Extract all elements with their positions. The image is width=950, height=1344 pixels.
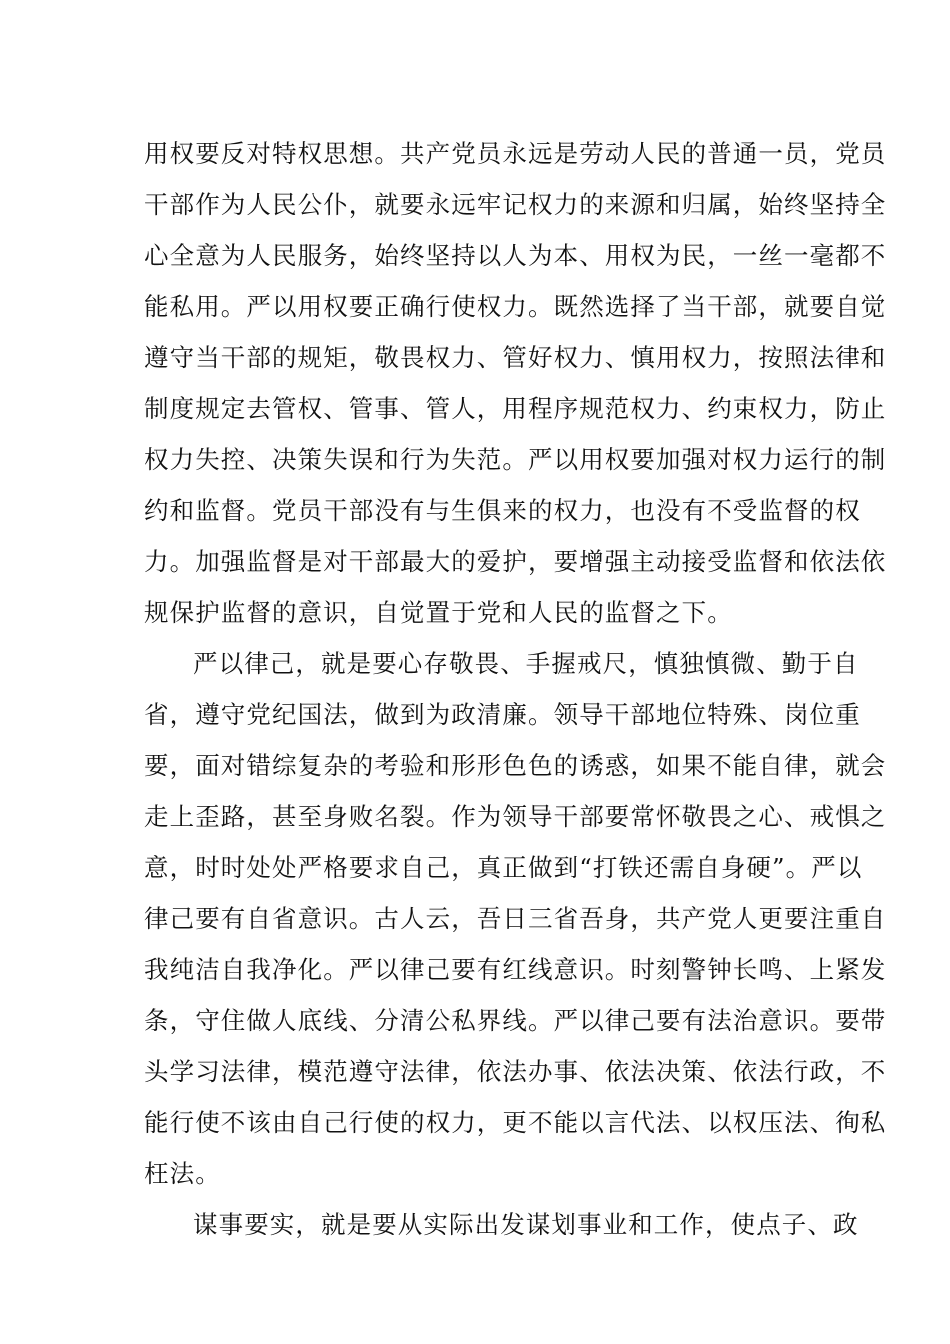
text-line-8: 约和监督。党员干部没有与生俱来的权力，也没有不受监督的权 bbox=[144, 496, 861, 525]
text-line-15: 意，时时处处严格要求自己，真正做到“打铁还需自身硬”。严以 bbox=[144, 853, 863, 882]
text-line-22: 谋事要实，就是要从实际出发谋划事业和工作，使点子、政 bbox=[193, 1210, 859, 1239]
text-line-2: 干部作为人民公仆，就要永远牢记权力的来源和归属，始终坚持全 bbox=[144, 190, 887, 219]
text-line-10: 规保护监督的意识，自觉置于党和人民的监督之下。 bbox=[144, 598, 733, 627]
text-line-16: 律己要有自省意识。古人云，吾日三省吾身，共产党人更要注重自 bbox=[144, 904, 887, 933]
text-line-7: 权力失控、决策失误和行为失范。严以用权要加强对权力运行的制 bbox=[144, 445, 887, 474]
body-text bbox=[144, 128, 887, 1250]
text-line-4: 能私用。严以用权要正确行使权力。既然选择了当干部，就要自觉 bbox=[144, 292, 887, 321]
text-line-9: 力。加强监督是对干部最大的爱护，要增强主动接受监督和依法依 bbox=[144, 547, 887, 576]
text-line-21: 枉法。 bbox=[144, 1159, 221, 1188]
text-line-6: 制度规定去管权、管事、管人，用程序规范权力、约束权力，防止 bbox=[144, 394, 887, 423]
text-line-11: 严以律己，就是要心存敬畏、手握戒尺，慎独慎微、勤于自 bbox=[193, 649, 859, 678]
text-line-13: 要，面对错综复杂的考验和形形色色的诱惑，如果不能自律，就会 bbox=[144, 751, 887, 780]
text-line-17: 我纯洁自我净化。严以律己要有红线意识。时刻警钟长鸣、上紧发 bbox=[144, 955, 887, 984]
text-line-20: 能行使不该由自己行使的权力，更不能以言代法、以权压法、徇私 bbox=[144, 1108, 887, 1137]
text-line-19: 头学习法律，模范遵守法律，依法办事、依法决策、依法行政，不 bbox=[144, 1057, 887, 1086]
text-line-18: 条，守住做人底线、分清公私界线。严以律己要有法治意识。要带 bbox=[144, 1006, 887, 1035]
text-line-3: 心全意为人民服务，始终坚持以人为本、用权为民，一丝一毫都不 bbox=[144, 241, 887, 270]
text-line-12: 省，遵守党纪国法，做到为政清廉。领导干部地位特殊、岗位重 bbox=[144, 700, 861, 729]
text-line-1: 用权要反对特权思想。共产党员永远是劳动人民的普通一员，党员 bbox=[144, 139, 887, 168]
text-line-14: 走上歪路，甚至身败名裂。作为领导干部要常怀敬畏之心、戒惧之 bbox=[144, 802, 887, 831]
text-line-5: 遵守当干部的规矩，敬畏权力、管好权力、慎用权力，按照法律和 bbox=[144, 343, 887, 372]
